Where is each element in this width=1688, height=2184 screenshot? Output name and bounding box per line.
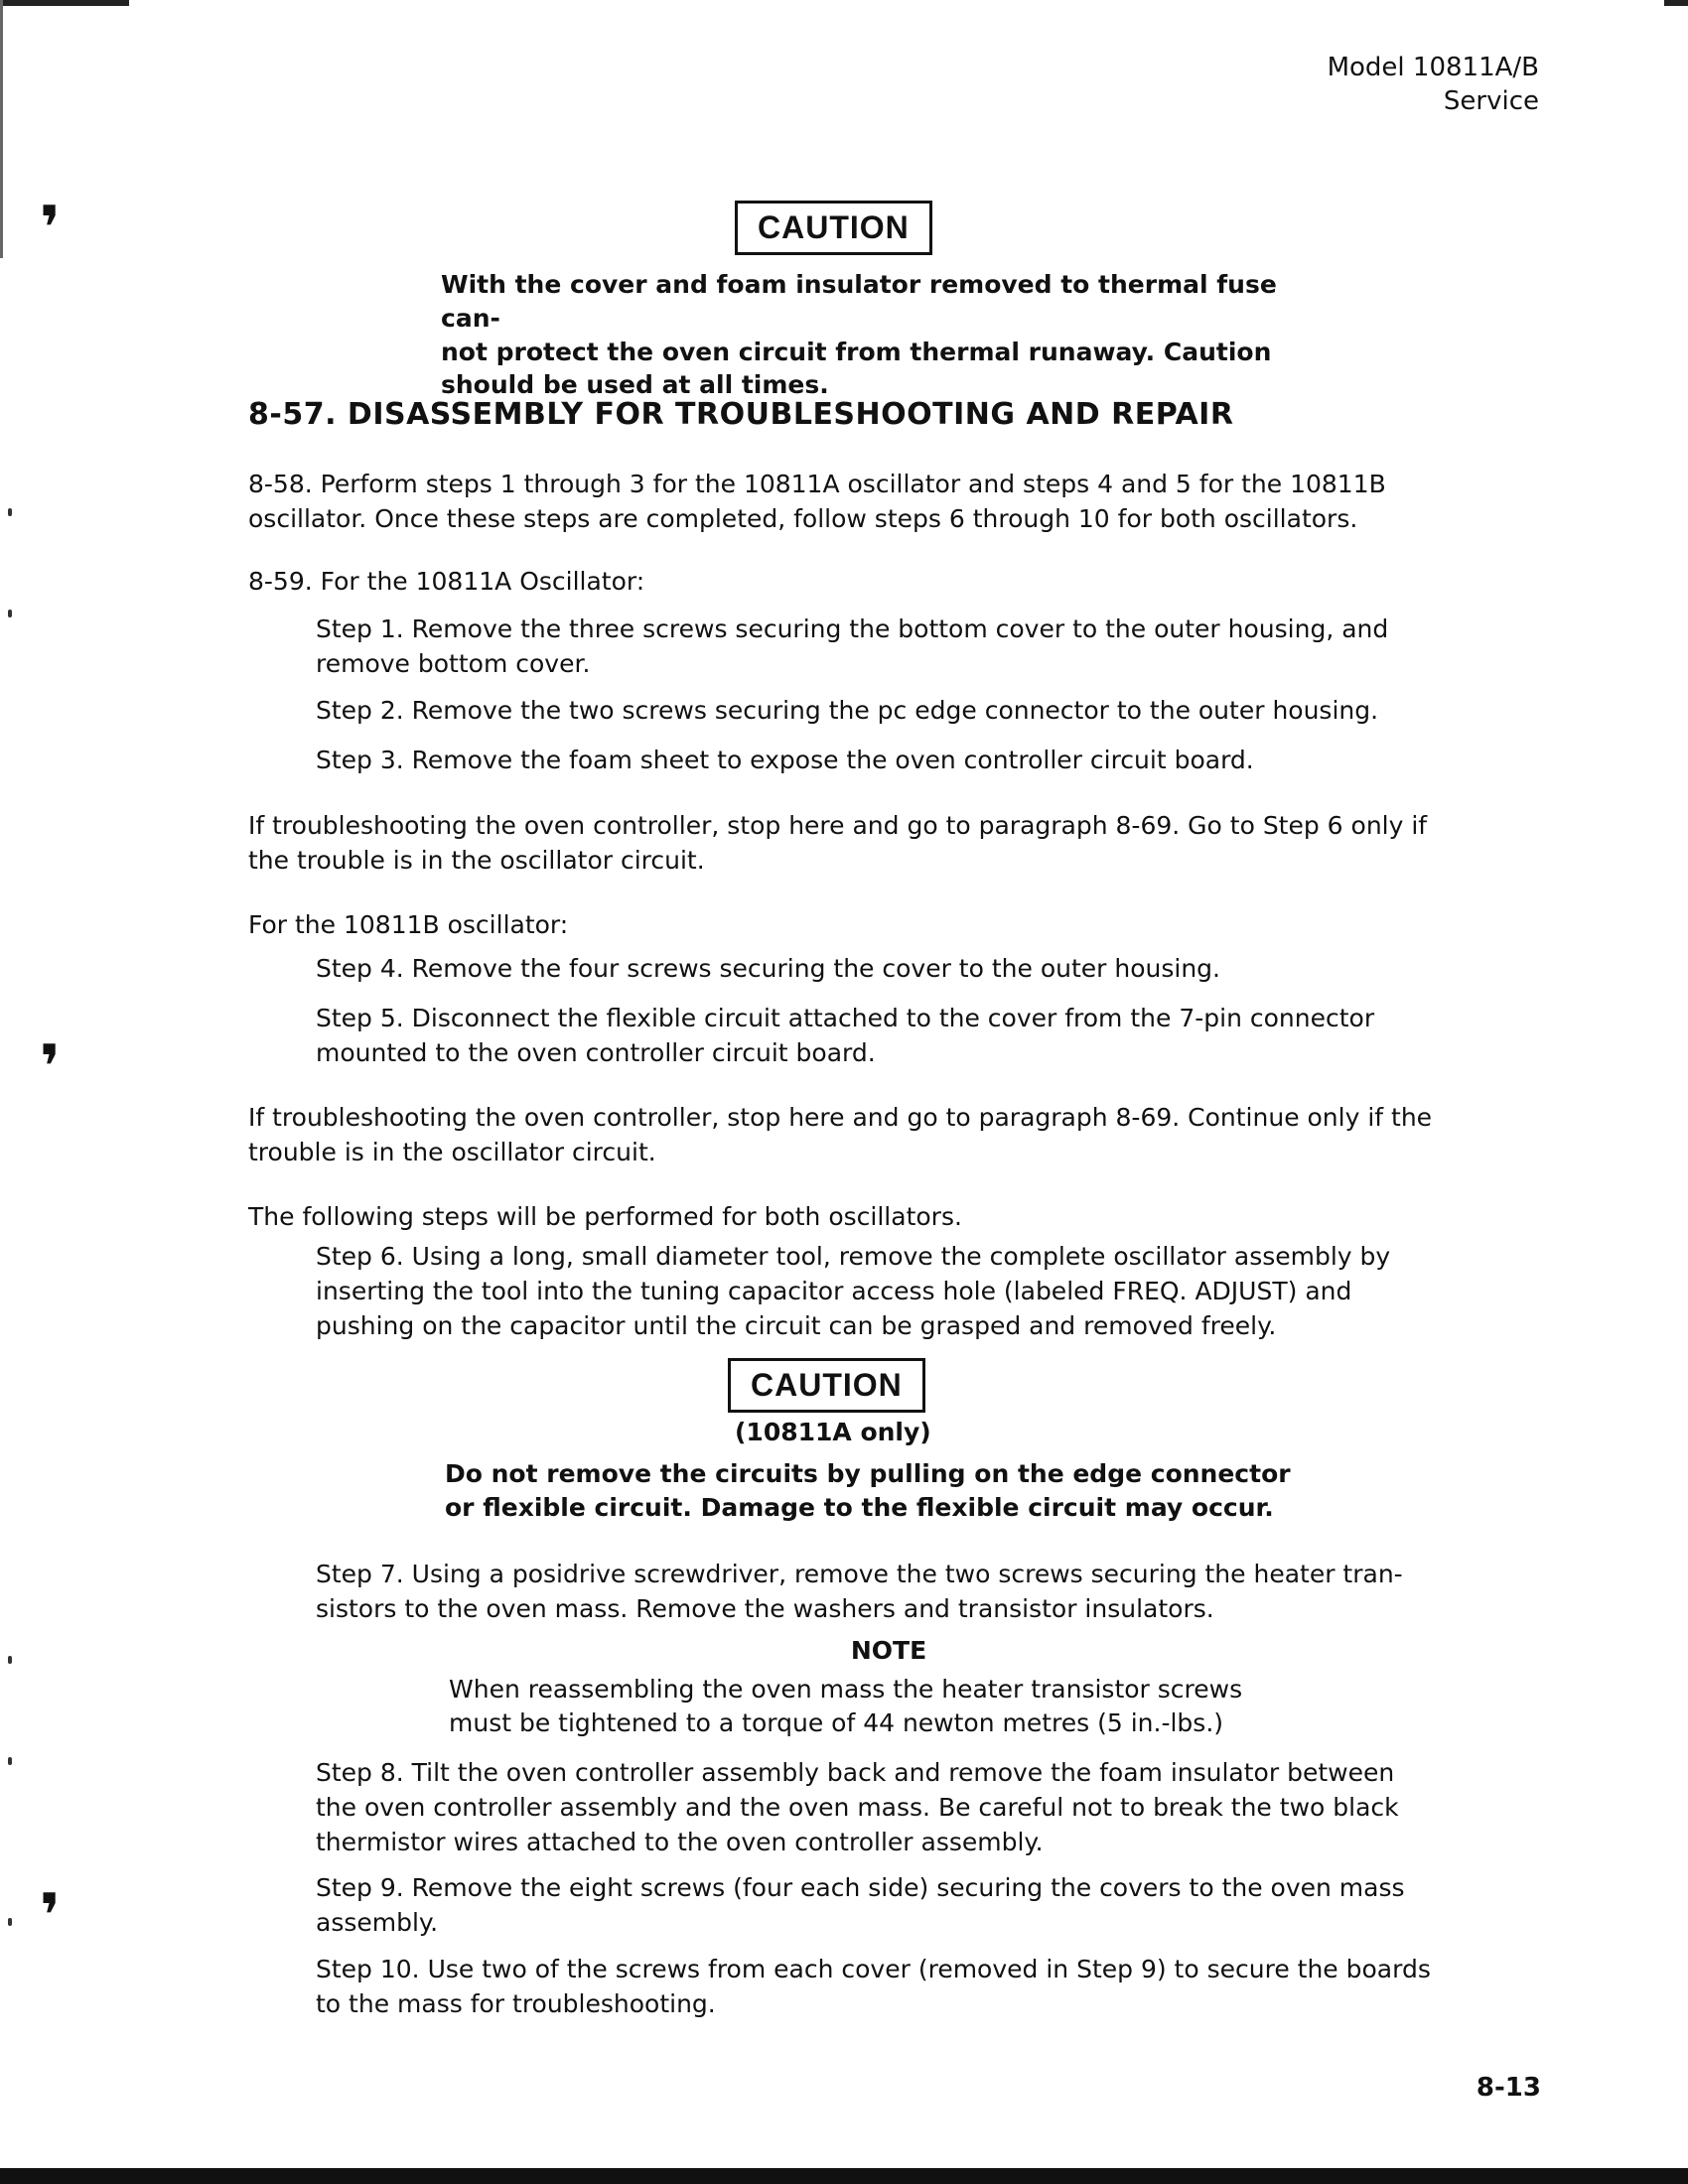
note-text [449, 1673, 1342, 1740]
scan-border-corner [1664, 0, 1688, 6]
note-title: NOTE [850, 1636, 927, 1665]
paragraph-8-59: 8-59. For the 10811A Oscillator: [248, 567, 645, 596]
caution-line: should be used at all times. [441, 370, 829, 400]
step-line: Step 1. Remove the three screws securing the bottom cover to the outer housing, and [316, 614, 1389, 643]
caution-title: CAUTION [758, 209, 910, 245]
binder-hole-mark-middle: ❜ [40, 1032, 61, 1102]
step-line: Step 8. Tilt the oven controller assembly back and remove the foam insulator between [316, 1758, 1395, 1787]
scan-speck [8, 1918, 12, 1926]
step-line: Step 6. Using a long, small diameter tool, remove the complete oscillator assembly by [316, 1242, 1391, 1271]
step-line: Step 2. Remove the two screws securing the pc edge connector to the outer housing. [316, 696, 1379, 725]
scan-border-bottom [0, 2168, 1688, 2184]
scan-border-top [0, 0, 129, 6]
model-label: Model 10811A/B [1327, 53, 1539, 82]
step-line: inserting the tool into the tuning capacitor access hole (labeled FREQ. ADJUST) and [316, 1277, 1352, 1305]
caution-line: With the cover and foam insulator removed to thermal fuse can- [441, 270, 1277, 333]
step-1 [316, 612, 1537, 681]
caution-badge [728, 1358, 925, 1413]
paragraph-line: If troubleshooting the oven controller, stop here and go to paragraph 8-69. Continue only if the [248, 1103, 1433, 1132]
note-line: When reassembling the oven mass the heater transistor screws [449, 1675, 1243, 1704]
step-line: Step 4. Remove the four screws securing the cover to the outer housing. [316, 954, 1220, 983]
note-line: must be tightened to a torque of 44 newton metres (5 in.-lbs.) [449, 1707, 1224, 1737]
step-line: pushing on the capacitor until the circuit can be grasped and removed freely. [316, 1311, 1277, 1340]
page-header [1328, 52, 1539, 119]
stop-note-10811a [248, 808, 1539, 878]
scan-speck [8, 1757, 12, 1765]
step-3 [316, 743, 1537, 777]
caution-text [445, 1457, 1338, 1525]
caution-subtitle: (10811A only) [735, 1418, 931, 1446]
both-oscillators-intro: The following steps will be performed for both oscillators. [248, 1202, 962, 1231]
step-5 [316, 1001, 1537, 1070]
caution-line: or flexible circuit. Damage to the flexible circuit may occur. [445, 1492, 1274, 1522]
step-line: remove bottom cover. [316, 649, 591, 678]
step-line: thermistor wires attached to the oven controller assembly. [316, 1828, 1044, 1856]
step-10 [316, 1952, 1537, 2021]
page-number: 8-13 [1476, 2073, 1541, 2103]
step-line: Step 7. Using a posidrive screwdriver, remove the two screws securing the heater tran- [316, 1560, 1403, 1588]
caution-line: not protect the oven circuit from thermal runaway. Caution [441, 337, 1272, 366]
caution-badge [735, 201, 932, 255]
scan-border-left [0, 0, 3, 258]
caution-line: Do not remove the circuits by pulling on the edge connector [445, 1459, 1291, 1488]
caution-text [441, 268, 1335, 402]
for-10811b-heading: For the 10811B oscillator: [248, 910, 569, 939]
step-line: the oven controller assembly and the oven mass. Be careful not to break the two black [316, 1793, 1399, 1822]
step-line: Step 9. Remove the eight screws (four each side) securing the covers to the oven mass [316, 1873, 1405, 1902]
step-line: mounted to the oven controller circuit board. [316, 1038, 876, 1067]
paragraph-line: 8-58. Perform steps 1 through 3 for the 10811A oscillator and steps 4 and 5 for the 10811B [248, 470, 1386, 498]
paragraph-line: the trouble is in the oscillator circuit. [248, 846, 705, 875]
paragraph-8-58 [248, 467, 1539, 536]
step-line: Step 3. Remove the foam sheet to expose the oven controller circuit board. [316, 746, 1254, 774]
paragraph-line: If troubleshooting the oven controller, stop here and go to paragraph 8-69. Go to Step 6 only if [248, 811, 1428, 840]
step-line: Step 10. Use two of the screws from each cover (removed in Step 9) to secure the boards [316, 1955, 1431, 1983]
step-4 [316, 951, 1537, 986]
caution-title: CAUTION [751, 1367, 903, 1403]
step-6 [316, 1239, 1537, 1343]
paragraph-line: oscillator. Once these steps are completed, follow steps 6 through 10 for both oscillators. [248, 504, 1358, 533]
step-7 [316, 1557, 1537, 1626]
step-8 [316, 1755, 1537, 1859]
scan-speck [8, 508, 12, 516]
service-label: Service [1443, 85, 1539, 116]
step-line: assembly. [316, 1908, 439, 1937]
step-line: to the mass for troubleshooting. [316, 1989, 716, 2018]
stop-note-10811b [248, 1100, 1539, 1169]
step-line: Step 5. Disconnect the flexible circuit attached to the cover from the 7-pin connector [316, 1004, 1375, 1032]
step-2 [316, 693, 1537, 728]
scan-speck [8, 610, 12, 617]
step-line: sistors to the oven mass. Remove the washers and transistor insulators. [316, 1594, 1214, 1623]
binder-hole-mark-top: ❜ [40, 194, 61, 263]
binder-hole-mark-bottom: ❜ [40, 1881, 61, 1951]
step-9 [316, 1870, 1537, 1940]
paragraph-line: trouble is in the oscillator circuit. [248, 1138, 656, 1166]
section-heading: 8-57. DISASSEMBLY FOR TROUBLESHOOTING AND REPAIR [248, 397, 1234, 432]
